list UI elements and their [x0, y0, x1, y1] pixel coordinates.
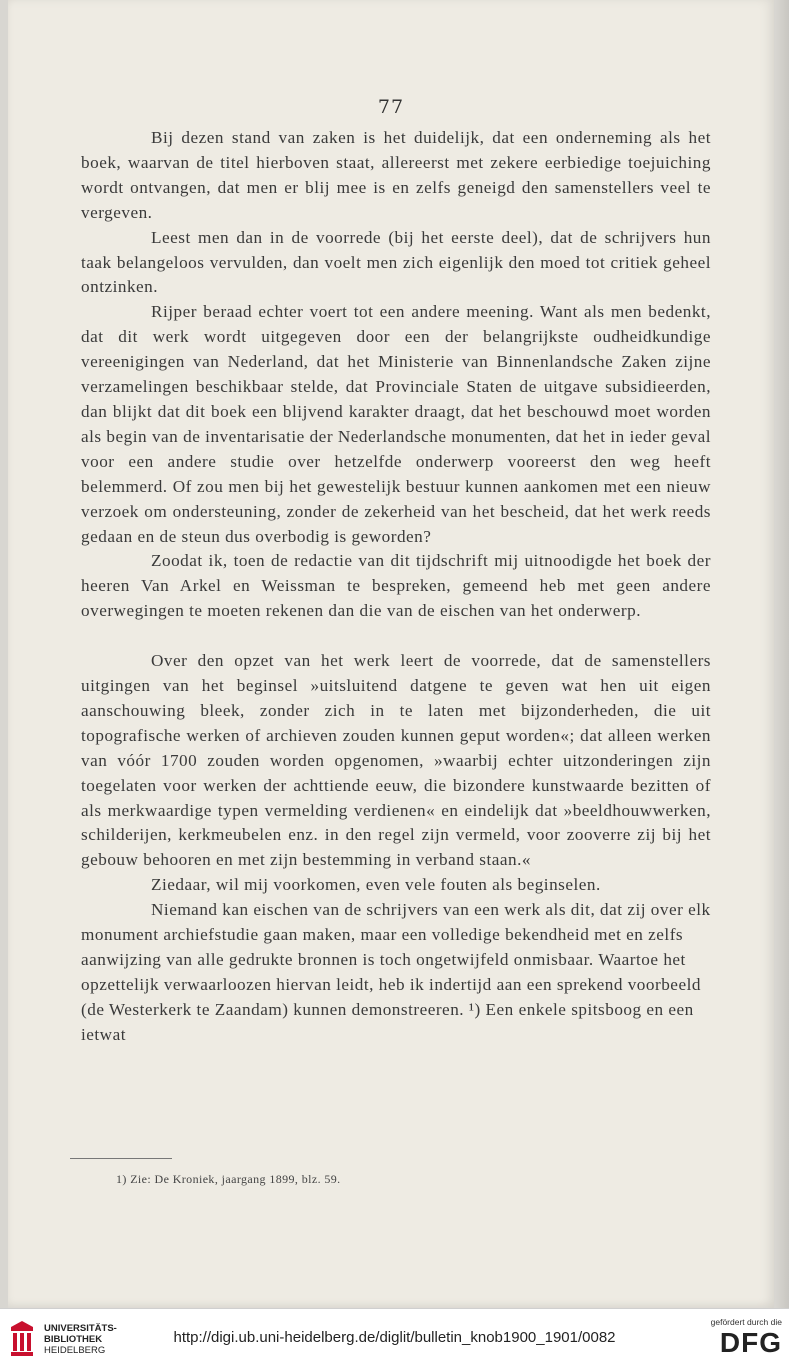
paragraph: Rijper beraad echter voert tot een andere meening. Want als men bedenkt, dat dit werk wordt uitgegeven door een der belangrijkste oudheidkundige vereenigingen van Nederland, dat het Ministerie van Binnenlandsche Zaken zijne verzamelingen beschikbaar stelde, dat Provinciale Staten de uitgave subsidieerden, dan blijkt dat dit boek een blijvend karakter draagt, dat het beschouwd moet worden als begin van de inventarisatie der Nederlandsche monumenten, dat het in ieder geval voor een andere studie over hetzelfde onderwerp vooreerst den weg heeft belemmerd. Of zou men bij het gewestelijk bestuur kunnen aankomen met een nieuw verzoek om ondersteuning, zonder de zekerheid van het bescheid, dat het werk reeds gedaan en de steun dus overbodig is geworden? — [81, 302, 711, 546]
library-name-line: UNIVERSITÄTS- — [44, 1323, 117, 1334]
library-name-line: BIBLIOTHEK — [44, 1334, 103, 1345]
footnote-divider — [70, 1158, 172, 1159]
paragraph: Leest men dan in de voorrede (bij het eerste deel), dat de schrijvers hun taak belangeloos vervulden, dan voelt men zich eigenlijk den moed tot critiek geheel ontzinken. — [81, 227, 711, 297]
paragraph: Over den opzet van het werk leert de voorrede, dat de samenstellers uitgingen van het beginsel »uitsluitend datgene te geven wat hen uit eigen aanschouwing bleek, zonder zich in te laten met bijzonderheden, die uit topografische werken of archieven zouden kunnen geput worden«; dat alleen werken van vóór 1700 zouden worden opgenomen, »waarbij echter uitzonderingen zijn toegelaten voor werken der achttiende eeuw, die bizondere kunstwaarde bezitten of als merkwaardige typen vermelding verdienen« en eindelijk dat »beeldhouwwerken, schilderijen, kerkmeubelen enz. in den regel zijn vermeld, voor zooverre zij bij het gebouw behooren en met zijn bestemming in verband staan.« — [81, 651, 711, 870]
funder-block[interactable] — [700, 1317, 782, 1359]
page-edge — [775, 0, 789, 1308]
paragraph: Niemand kan eischen van de schrijvers van een werk als dit, dat zij over elk monument archiefstudie gaan maken, maar een volledige bekendheid met en zelfs aanwijzing van alle gedrukte bronnen is toch ongetwijfeld onmisbaar. Waartoe het opzettelijk verwaarloozen hiervan leidt, heb ik indertijd aan een sprekend voorbeeld (de Westerkerk te Zaandam) kunnen demonstreeren. ¹) Een enkele spitsboog en een ietwat — [81, 900, 711, 1044]
body-text — [81, 126, 711, 1048]
paragraph: Bij dezen stand van zaken is het duidelijk, dat een onderneming als het boek, waarvan de titel hierboven staat, allereerst met zekere eerbiedige toejuiching wordt ontvangen, dat men er blij mee is en zelfs geneigd den samenstellers veel te vergeven. — [81, 128, 711, 222]
paragraph: Ziedaar, wil mij voorkomen, even vele fouten als beginselen. — [151, 875, 601, 895]
library-name-line: HEIDELBERG — [44, 1345, 106, 1356]
dfg-logo: DFG — [719, 1327, 782, 1358]
viewer-footer-bar — [0, 1308, 789, 1370]
scanned-page — [8, 0, 774, 1308]
permalink-url[interactable]: http://digi.ub.uni-heidelberg.de/diglit/bulletin_knob1900_1901/0082 — [173, 1329, 616, 1346]
footnote: 1) Zie: De Kroniek, jaargang 1899, blz. 59. — [116, 1172, 341, 1186]
paragraph: Zoodat ik, toen de redactie van dit tijdschrift mij uitnoodigde het boek der heeren Van Arkel en Weissman te bespreken, gemeend heb met geen andere overwegingen te moeten rekenen dan die van de eischen van het onderwerp. — [81, 551, 711, 621]
page-number: 77 — [377, 96, 405, 118]
funder-caption: gefördert durch die — [710, 1317, 782, 1327]
